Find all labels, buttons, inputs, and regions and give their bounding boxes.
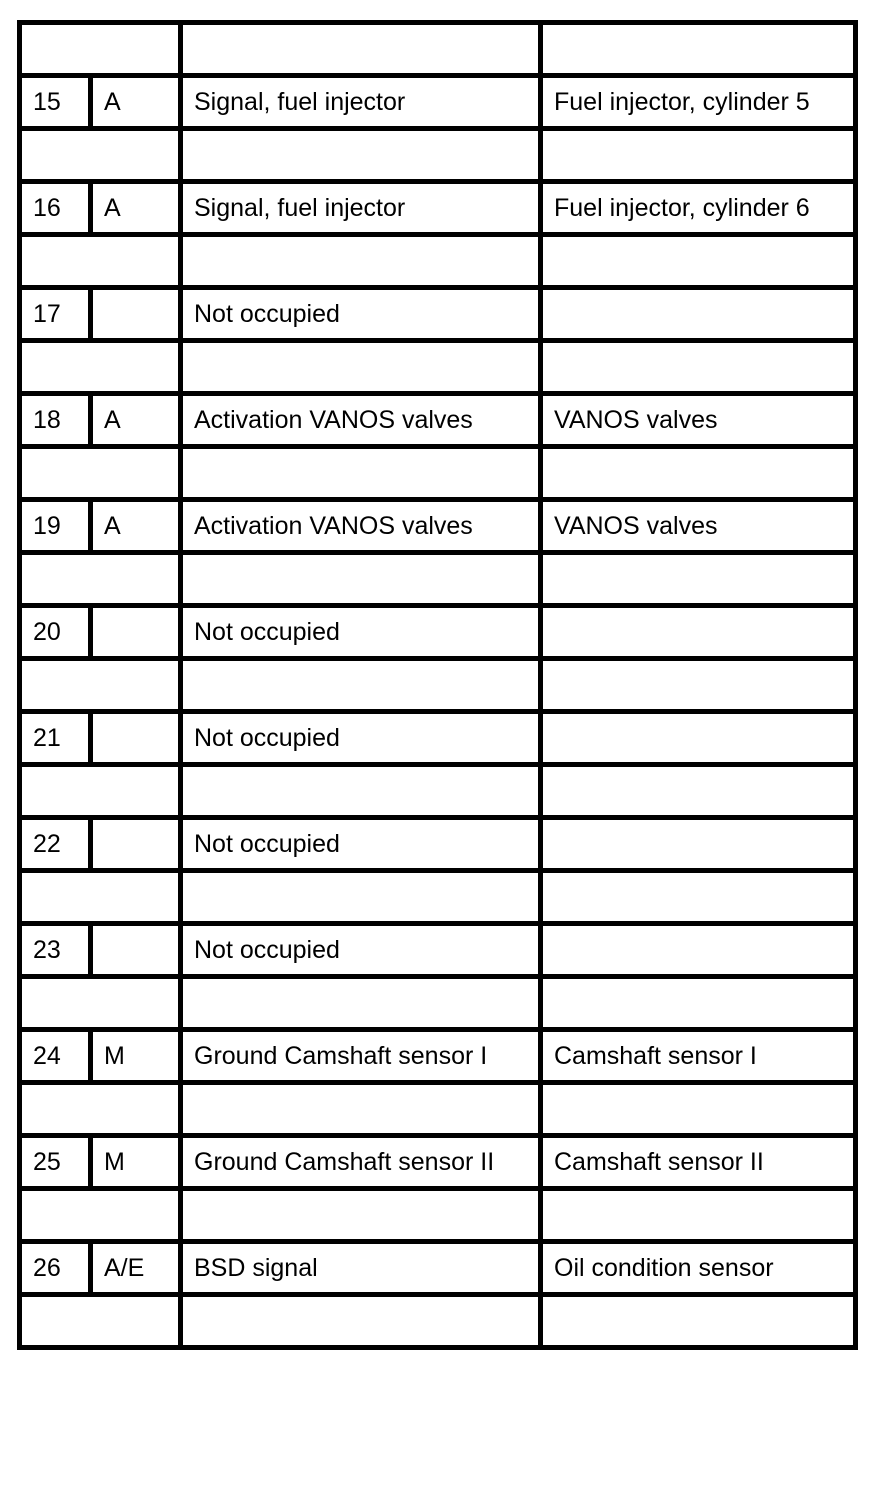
- table-row: [20, 76, 856, 129]
- spacer-cell: [541, 1295, 856, 1348]
- signal-type-cell: A/E: [91, 1242, 181, 1295]
- spacer-cell: [541, 659, 856, 712]
- spacer-cell: [541, 341, 856, 394]
- spacer-cell: [181, 235, 541, 288]
- spacer-cell: [541, 1189, 856, 1242]
- spacer-row: [20, 871, 856, 924]
- spacer-cell: [541, 129, 856, 182]
- spacer-cell: [20, 1295, 181, 1348]
- signal-description-cell: Ground Camshaft sensor II: [181, 1136, 541, 1189]
- spacer-cell: [20, 871, 181, 924]
- spacer-cell: [181, 1083, 541, 1136]
- spacer-cell: [20, 1083, 181, 1136]
- signal-type-cell: M: [91, 1136, 181, 1189]
- signal-description-cell: Activation VANOS valves: [181, 500, 541, 553]
- component-cell: [541, 712, 856, 765]
- signal-description-cell: Signal, fuel injector: [181, 182, 541, 235]
- spacer-cell: [181, 1189, 541, 1242]
- pin-number-cell: 20: [20, 606, 91, 659]
- spacer-row: [20, 129, 856, 182]
- table-row: [20, 1242, 856, 1295]
- pin-assignment-table: [17, 20, 858, 1350]
- spacer-cell: [181, 871, 541, 924]
- signal-type-cell: A: [91, 394, 181, 447]
- spacer-cell: [20, 235, 181, 288]
- signal-type-cell: [91, 818, 181, 871]
- pin-number-cell: 22: [20, 818, 91, 871]
- table-row: [20, 1030, 856, 1083]
- spacer-cell: [181, 23, 541, 76]
- spacer-cell: [20, 23, 181, 76]
- spacer-row: [20, 235, 856, 288]
- signal-description-cell: Not occupied: [181, 288, 541, 341]
- spacer-cell: [541, 977, 856, 1030]
- spacer-cell: [541, 871, 856, 924]
- spacer-cell: [541, 235, 856, 288]
- spacer-cell: [20, 129, 181, 182]
- pin-number-cell: 25: [20, 1136, 91, 1189]
- component-cell: Fuel injector, cylinder 5: [541, 76, 856, 129]
- component-cell: [541, 606, 856, 659]
- spacer-cell: [181, 1295, 541, 1348]
- table-row: [20, 712, 856, 765]
- spacer-cell: [181, 977, 541, 1030]
- pin-number-cell: 21: [20, 712, 91, 765]
- signal-description-cell: Signal, fuel injector: [181, 76, 541, 129]
- signal-type-cell: [91, 924, 181, 977]
- table-row: [20, 182, 856, 235]
- table-row: [20, 818, 856, 871]
- pin-number-cell: 19: [20, 500, 91, 553]
- spacer-cell: [541, 23, 856, 76]
- component-cell: VANOS valves: [541, 394, 856, 447]
- table-row: [20, 924, 856, 977]
- spacer-row: [20, 659, 856, 712]
- signal-description-cell: Not occupied: [181, 606, 541, 659]
- pin-table-body: [20, 23, 856, 1348]
- pin-number-cell: 26: [20, 1242, 91, 1295]
- signal-description-cell: Not occupied: [181, 712, 541, 765]
- component-cell: Camshaft sensor II: [541, 1136, 856, 1189]
- spacer-row: [20, 553, 856, 606]
- table-row: [20, 288, 856, 341]
- spacer-row: [20, 977, 856, 1030]
- spacer-cell: [181, 129, 541, 182]
- signal-type-cell: A: [91, 182, 181, 235]
- spacer-row: [20, 765, 856, 818]
- component-cell: [541, 288, 856, 341]
- signal-description-cell: Activation VANOS valves: [181, 394, 541, 447]
- component-cell: Oil condition sensor: [541, 1242, 856, 1295]
- component-cell: [541, 818, 856, 871]
- pin-number-cell: 18: [20, 394, 91, 447]
- spacer-cell: [541, 765, 856, 818]
- table-row: [20, 394, 856, 447]
- spacer-row: [20, 341, 856, 394]
- spacer-row: [20, 23, 856, 76]
- component-cell: [541, 924, 856, 977]
- spacer-cell: [20, 765, 181, 818]
- signal-type-cell: A: [91, 76, 181, 129]
- spacer-cell: [20, 659, 181, 712]
- spacer-row: [20, 1189, 856, 1242]
- signal-type-cell: [91, 288, 181, 341]
- spacer-cell: [181, 659, 541, 712]
- signal-description-cell: BSD signal: [181, 1242, 541, 1295]
- spacer-cell: [181, 447, 541, 500]
- spacer-cell: [20, 341, 181, 394]
- table-row: [20, 606, 856, 659]
- spacer-row: [20, 447, 856, 500]
- signal-description-cell: Ground Camshaft sensor I: [181, 1030, 541, 1083]
- pin-number-cell: 23: [20, 924, 91, 977]
- spacer-cell: [541, 1083, 856, 1136]
- signal-type-cell: [91, 606, 181, 659]
- pin-number-cell: 24: [20, 1030, 91, 1083]
- pin-number-cell: 16: [20, 182, 91, 235]
- pin-number-cell: 15: [20, 76, 91, 129]
- spacer-row: [20, 1083, 856, 1136]
- table-row: [20, 1136, 856, 1189]
- component-cell: Camshaft sensor I: [541, 1030, 856, 1083]
- spacer-cell: [20, 1189, 181, 1242]
- signal-type-cell: [91, 712, 181, 765]
- signal-description-cell: Not occupied: [181, 924, 541, 977]
- spacer-cell: [181, 765, 541, 818]
- spacer-cell: [20, 553, 181, 606]
- component-cell: VANOS valves: [541, 500, 856, 553]
- spacer-row: [20, 1295, 856, 1348]
- spacer-cell: [541, 447, 856, 500]
- spacer-cell: [541, 553, 856, 606]
- spacer-cell: [181, 553, 541, 606]
- pin-number-cell: 17: [20, 288, 91, 341]
- table-row: [20, 500, 856, 553]
- spacer-cell: [20, 977, 181, 1030]
- signal-description-cell: Not occupied: [181, 818, 541, 871]
- component-cell: Fuel injector, cylinder 6: [541, 182, 856, 235]
- signal-type-cell: A: [91, 500, 181, 553]
- spacer-cell: [181, 341, 541, 394]
- signal-type-cell: M: [91, 1030, 181, 1083]
- spacer-cell: [20, 447, 181, 500]
